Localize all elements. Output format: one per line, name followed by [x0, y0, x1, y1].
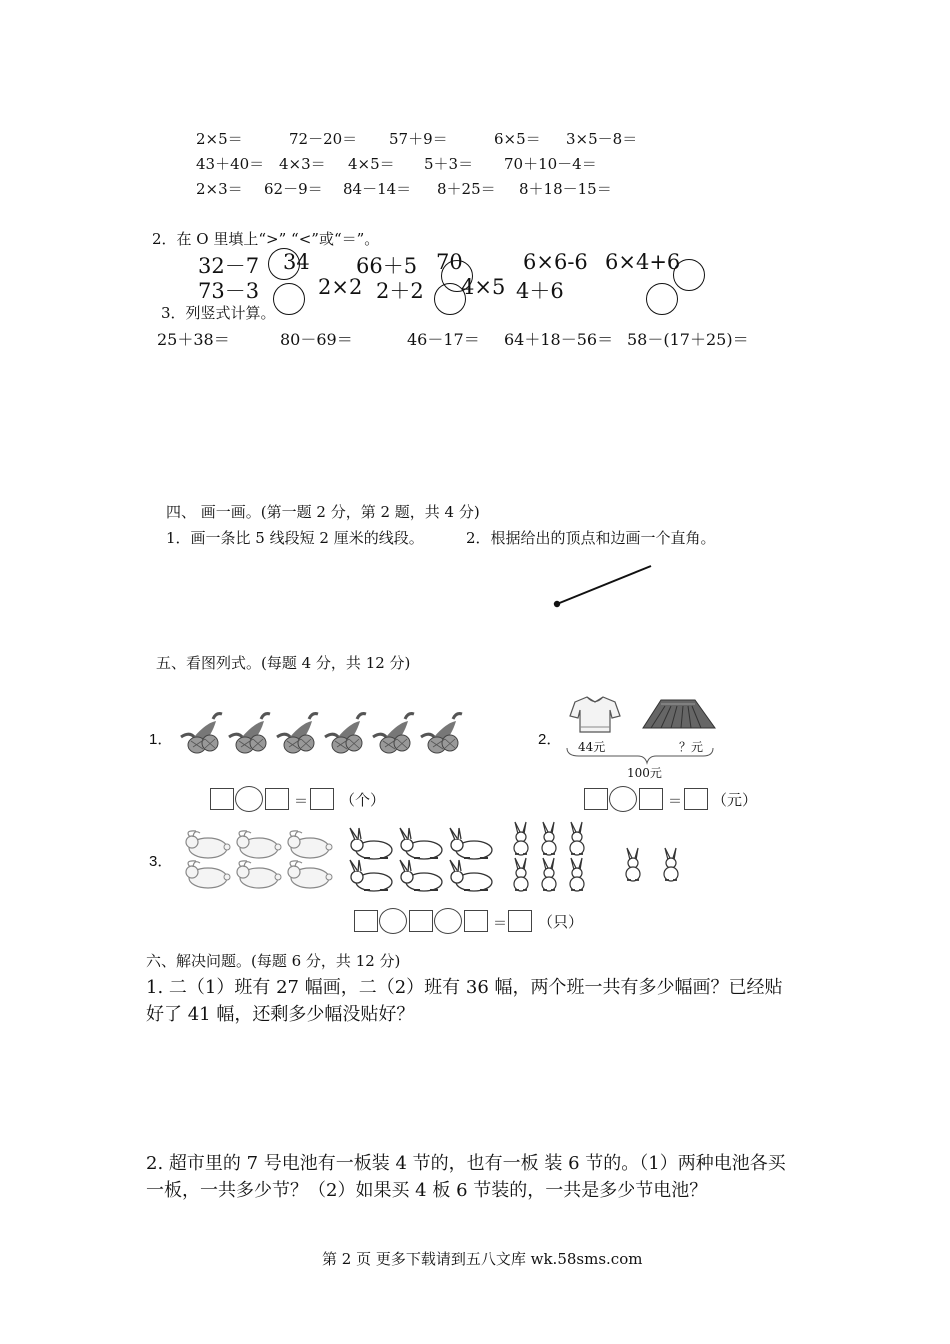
corn-icon — [229, 714, 270, 753]
compare-title: 2．在 O 里填上“>” “<”或“＝”。 — [152, 230, 380, 248]
draw-question-2: 2．根据给出的顶点和边画一个直角。 — [466, 529, 716, 547]
pic-question-num: 1． — [149, 731, 173, 748]
page-footer: 第 2 页 更多下载请到五八文库 wk.58sms.com — [322, 1250, 643, 1268]
answer-box[interactable] — [409, 910, 433, 932]
oral-item: 43＋40＝ — [196, 155, 265, 173]
compare-expr: 34 — [283, 250, 310, 274]
answer-box[interactable] — [210, 788, 234, 810]
answer-box[interactable] — [354, 910, 378, 932]
oral-item: 5＋3＝ — [424, 155, 474, 173]
rabbit-icon — [350, 828, 492, 891]
compare-circle[interactable] — [273, 283, 305, 315]
rabbit-icon — [186, 831, 332, 888]
corn-row — [178, 711, 472, 756]
oral-item: 57＋9＝ — [389, 130, 448, 148]
price-label: ？元 — [679, 740, 704, 754]
corn-icon — [373, 714, 414, 753]
problem-1-line: 1. 二（1）班有 27 幅画，二（2）班有 36 幅，两个班一共有多少幅画？已经贴 — [146, 977, 783, 998]
compare-expr: 6×4+6 — [605, 250, 681, 274]
angle-ray — [545, 560, 660, 612]
vertical-item: 46－17＝ — [407, 330, 480, 349]
equals-sign: ＝ — [493, 915, 507, 931]
oral-item: 2×3＝ — [196, 180, 243, 198]
equals-sign: ＝ — [294, 793, 308, 809]
answer-circle[interactable] — [235, 786, 263, 812]
compare-expr: 4＋6 — [516, 279, 564, 303]
problem-2-line: 一板，一共多少节？（2）如果买 4 板 6 节装的，一共是多少节电池？ — [146, 1180, 708, 1201]
rabbits-figure — [178, 820, 698, 896]
oral-item: 6×5＝ — [494, 130, 541, 148]
corn-icon — [325, 714, 366, 753]
answer-box[interactable] — [684, 788, 708, 810]
compare-expr: 6×6-6 — [523, 250, 588, 274]
compare-expr: 4×5 — [461, 275, 506, 299]
vertical-item: 25＋38＝ — [157, 330, 230, 349]
vertical-item: 64＋18－56＝ — [504, 330, 614, 349]
compare-circle[interactable] — [268, 248, 300, 280]
problem-2-line: 2. 超市里的 7 号电池有一板装 4 节的，也有一板 装 6 节的。（1）两种电池各买 — [146, 1153, 786, 1174]
compare-expr: 2×2 — [318, 275, 363, 299]
oral-item: 62－9＝ — [264, 180, 323, 198]
unit-label: （个） — [340, 791, 386, 809]
compare-expr: 66＋5 — [356, 254, 418, 278]
corn-icon — [421, 714, 462, 753]
problem-1-line: 好了 41 幅，还剩多少幅没贴好？ — [146, 1004, 415, 1025]
answer-box[interactable] — [584, 788, 608, 810]
compare-circle[interactable] — [434, 283, 466, 315]
pic-question-num: 3． — [149, 853, 173, 870]
section4-title: 四、 画一画。(第一题 2 分，第 2 题，共 4 分) — [166, 503, 480, 521]
unit-label: （只） — [538, 913, 584, 931]
price-label: 44元 — [578, 740, 606, 754]
answer-circle[interactable] — [609, 786, 637, 812]
sweater-icon — [570, 697, 620, 732]
rabbit-icon — [514, 822, 584, 891]
answer-box[interactable] — [639, 788, 663, 810]
skirt-icon — [643, 700, 715, 728]
answer-box[interactable] — [310, 788, 334, 810]
equals-sign: ＝ — [668, 793, 682, 809]
oral-item: 4×3＝ — [279, 155, 326, 173]
oral-item: 72－20＝ — [289, 130, 358, 148]
answer-box[interactable] — [508, 910, 532, 932]
vertical-item: 58－(17＋25)＝ — [627, 330, 749, 349]
compare-circle[interactable] — [673, 259, 705, 291]
oral-item: 84－14＝ — [343, 180, 412, 198]
answer-circle[interactable] — [379, 908, 407, 934]
compare-expr: 2＋2 — [376, 279, 424, 303]
unit-label: （元） — [712, 791, 758, 809]
answer-box[interactable] — [265, 788, 289, 810]
section6-title: 六、解决问题。(每题 6 分，共 12 分) — [146, 952, 401, 970]
oral-item: 8＋25＝ — [437, 180, 496, 198]
compare-expr: 73－3 — [198, 279, 260, 303]
oral-item: 8＋18－15＝ — [519, 180, 612, 198]
total-label: 100元 — [627, 766, 662, 780]
corn-icon — [277, 714, 318, 753]
vertical-title: 3．列竖式计算。 — [161, 304, 276, 322]
section5-title: 五、看图列式。(每题 4 分，共 12 分) — [156, 654, 411, 672]
compare-expr: 32－7 — [198, 254, 260, 278]
oral-item: 3×5－8＝ — [566, 130, 638, 148]
corn-icon — [181, 714, 222, 753]
pic-question-num: 2． — [538, 731, 562, 748]
oral-item: 2×5＝ — [196, 130, 243, 148]
vertical-item: 80－69＝ — [280, 330, 353, 349]
rabbit-icon — [626, 848, 678, 881]
answer-box[interactable] — [464, 910, 488, 932]
oral-item: 70＋10－4＝ — [504, 155, 597, 173]
draw-question-1: 1．画一条比 5 线段短 2 厘米的线段。 — [166, 529, 424, 547]
answer-circle[interactable] — [434, 908, 462, 934]
compare-circle[interactable] — [646, 283, 678, 315]
oral-item: 4×5＝ — [348, 155, 395, 173]
compare-expr: 70 — [436, 250, 463, 274]
